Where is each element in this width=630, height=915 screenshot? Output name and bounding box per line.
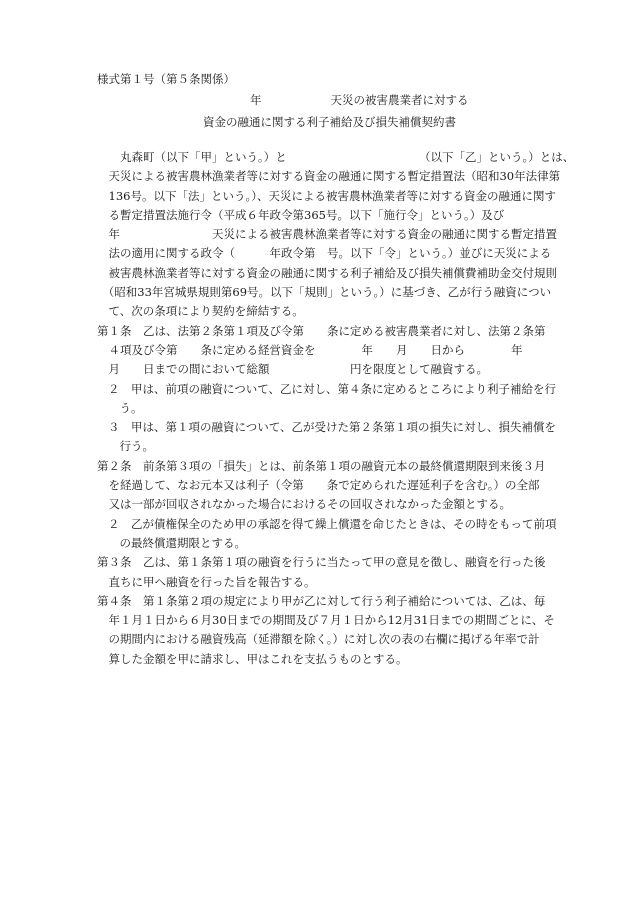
body-line: 丸森町（以下「甲」という。）と （以下「乙」という。）とは、 bbox=[97, 150, 575, 164]
article-1-line: 月 日までの間において総額 円を限度として融資する。 bbox=[97, 362, 488, 377]
article-4-line: 第４条 第１条第２項の規定により甲が乙に対して行う利子補給については、乙は、毎 bbox=[97, 593, 546, 608]
article-2-line: を経過して、なお元本又は利子（令第 条で定められた遅延利子を含む。）の全部 bbox=[97, 478, 540, 493]
article-2-para-2-line: の最終償還期限とする。 bbox=[108, 535, 246, 550]
article-2-line: 第２条 前条第３項の「損失」とは、前条第１項の融資元本の最終償還期限到来後３月 bbox=[97, 458, 546, 473]
document-title-line-1: 年 天災の被害農業者に対する bbox=[250, 93, 469, 107]
contract-body bbox=[97, 148, 587, 669]
body-line: 天災による被害農林漁業者等に対する資金の融通に関する暫定措置法（昭和30年法律第 bbox=[97, 169, 561, 184]
article-4-line: 年１月１日から６月30日までの期間及び７月１日から12月31日までの期間ごとに、そ bbox=[97, 613, 555, 628]
form-number-label: 様式第１号（第５条関係） bbox=[97, 72, 235, 86]
article-3-line: 第３条 乙は、第１条第１項の融資を行うに当たって甲の意見を徴し、融資を行った後 bbox=[97, 555, 546, 570]
article-4-line: の期間内における融資残高（延滞額を除く。）に対し次の表の右欄に掲げる年率で計 bbox=[97, 632, 540, 647]
article-1-line: ４項及び令第 条に定める経営資金を 年 月 日から 年 bbox=[97, 342, 523, 357]
document-title-line-2: 資金の融通に関する利子補給及び損失補償契約書 bbox=[203, 115, 456, 129]
article-3-line: 直ちに甲へ融資を行った旨を報告する。 bbox=[97, 574, 316, 589]
article-4-line: 算した金額を甲に請求し、甲はこれを支払うものとする。 bbox=[97, 651, 408, 666]
article-2-line: 又は一部が回収されなかった場合におけるその回収されなかった金額とする。 bbox=[97, 497, 511, 512]
body-line: る暫定措置法施行令（平成６年政令第365号。以下「施行令」という。）及び bbox=[97, 207, 505, 222]
article-1-para-2-line: ２ 甲は、前項の融資について、乙に対し、第４条に定めるところにより利子補給を行 bbox=[108, 381, 557, 396]
body-line: 法の適用に関する政令（ 年政令第 号。以下「令」という。）並びに天災による bbox=[97, 246, 552, 261]
article-1-para-2-line: う。 bbox=[108, 400, 143, 415]
body-line: て、次の条項により契約を締結する。 bbox=[97, 304, 304, 319]
body-line: 年 天災による被害農林漁業者等に対する資金の融通に関する暫定措置 bbox=[97, 227, 557, 242]
body-line: 136号。以下「法」という。）、天災による被害農林漁業者等に対する資金の融通に関す bbox=[97, 188, 556, 203]
article-1-para-3-line: 行う。 bbox=[108, 439, 154, 454]
article-2-para-2-line: ２ 乙が債権保全のため甲の承認を得て繰上償還を命じたときは、その時をもって前項 bbox=[108, 516, 557, 531]
article-1-para-3-line: ３ 甲は、第１項の融資について、乙が受けた第２条第１項の損失に対し、損失補償を bbox=[108, 420, 557, 435]
article-1-line: 第１条 乙は、法第２条第１項及び令第 条に定める被害農業者に対し、法第２条第 bbox=[97, 323, 546, 338]
body-line: 被害農林漁業者等に対する資金の融通に関する利子補給及び損失補償費補助金交付規則 bbox=[97, 265, 557, 280]
body-line: （昭和33年宮城県規則第69号。以下「規則」という。）に基づき、乙が行う融資につい bbox=[97, 285, 552, 300]
